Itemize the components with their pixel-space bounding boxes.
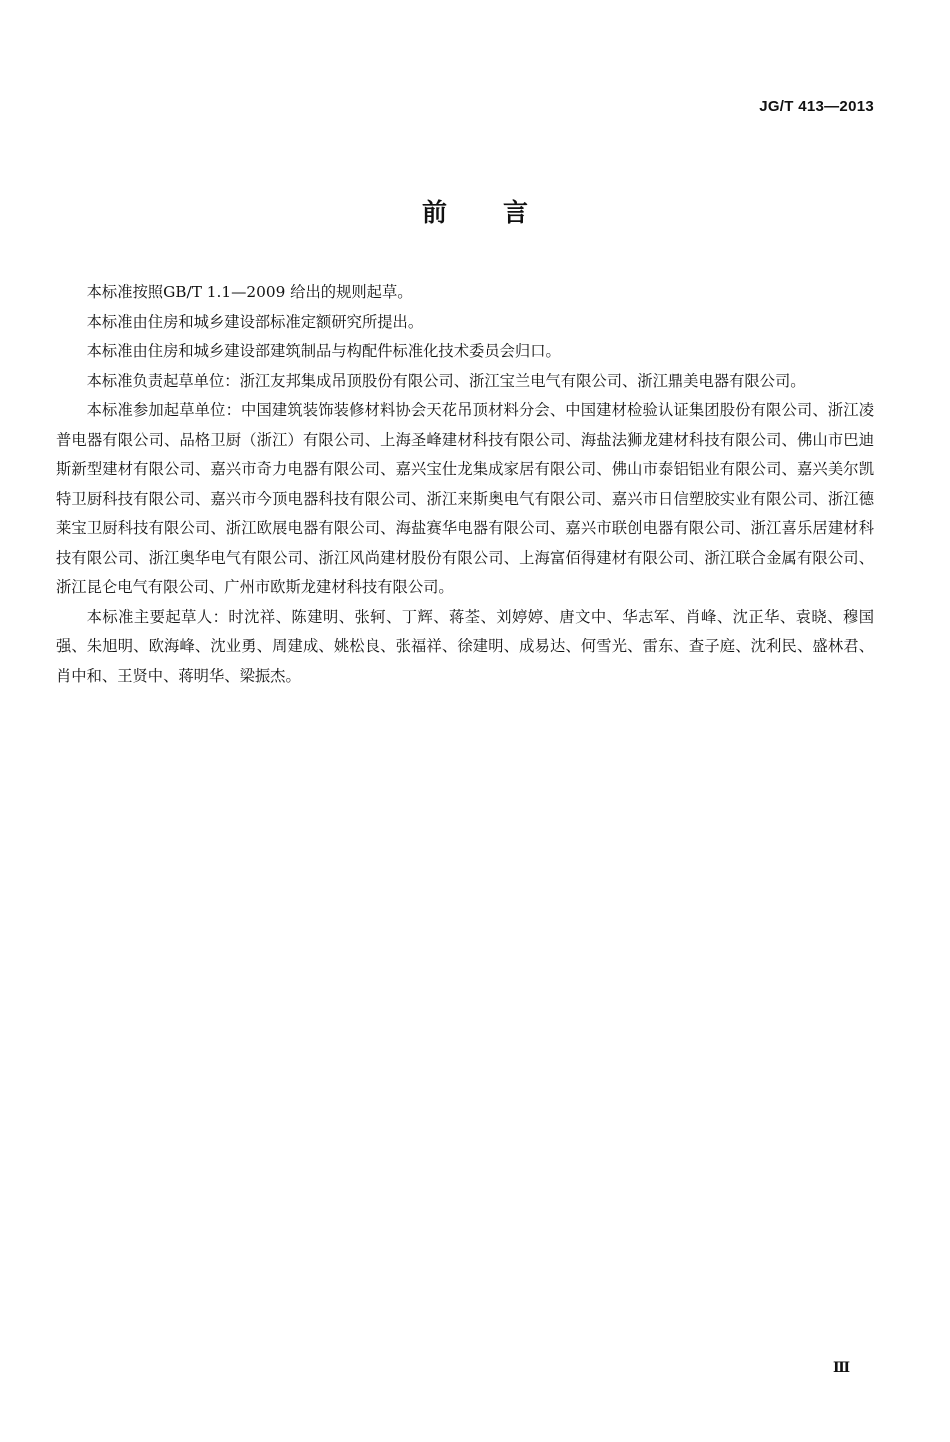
- standard-code: JG/T 413—2013: [759, 98, 874, 115]
- page-number: Ⅲ: [832, 1360, 850, 1376]
- paragraph-proposer: 本标准由住房和城乡建设部标准定额研究所提出。: [86, 312, 424, 331]
- paragraph-administrator: 本标准由住房和城乡建设部建筑制品与构配件标准化技术委员会归口。: [86, 342, 561, 360]
- paragraph-main-drafters: 本标准主要起草人：时沈祥、陈建明、张轲、丁辉、蒋荃、刘婷婷、唐文中、华志军、肖峰、沈正华、袁晓、穆国强、朱旭明、欧海峰、沈业勇、周建成、姚松良、张福祥、徐建明、成易达、何雪光、雷东、查子庭、沈利民、盛林君、肖中和、王贤中、蒋明华、梁振杰。: [56, 607, 874, 685]
- paragraph-participating-drafters: 本标准参加起草单位：中国建筑装饰装修材料协会天花吊顶材料分会、中国建材检验认证集团股份有限公司、浙江凌普电器有限公司、品格卫厨（浙江）有限公司、上海圣峰建材科技有限公司、海盐法狮龙建材科技有限公司、佛山市巴迪斯新型建材有限公司、嘉兴市奇力电器有限公司、嘉兴宝仕龙集成家居有限公司、佛山市泰铝铝业有限公司、嘉兴美尔凯特卫厨科技有限公司、嘉兴市今顶电器科技有限公司、浙江来斯奥电气有限公司、嘉兴市日信塑胶实业有限公司、浙江德莱宝卫厨科技有限公司、浙江欧展电器有限公司、海盐赛华电器有限公司、嘉兴市联创电器有限公司、浙江喜乐居建材科技有限公司、浙江奥华电气有限公司、浙江风尚建材股份有限公司、上海富佰得建材有限公司、浙江联合金属有限公司、浙江昆仑电气有限公司、广州市欧斯龙建材科技有限公司。: [56, 401, 874, 596]
- preface-body: [56, 278, 874, 691]
- paragraph-drafting-rules: 本标准按照GB/T 1.1—2009 给出的规则起草。: [86, 283, 413, 301]
- page-title: 前言: [421, 198, 584, 227]
- paragraph-lead-drafters: 本标准负责起草单位：浙江友邦集成吊顶股份有限公司、浙江宝兰电气有限公司、浙江鼎美电器有限公司。: [86, 371, 806, 390]
